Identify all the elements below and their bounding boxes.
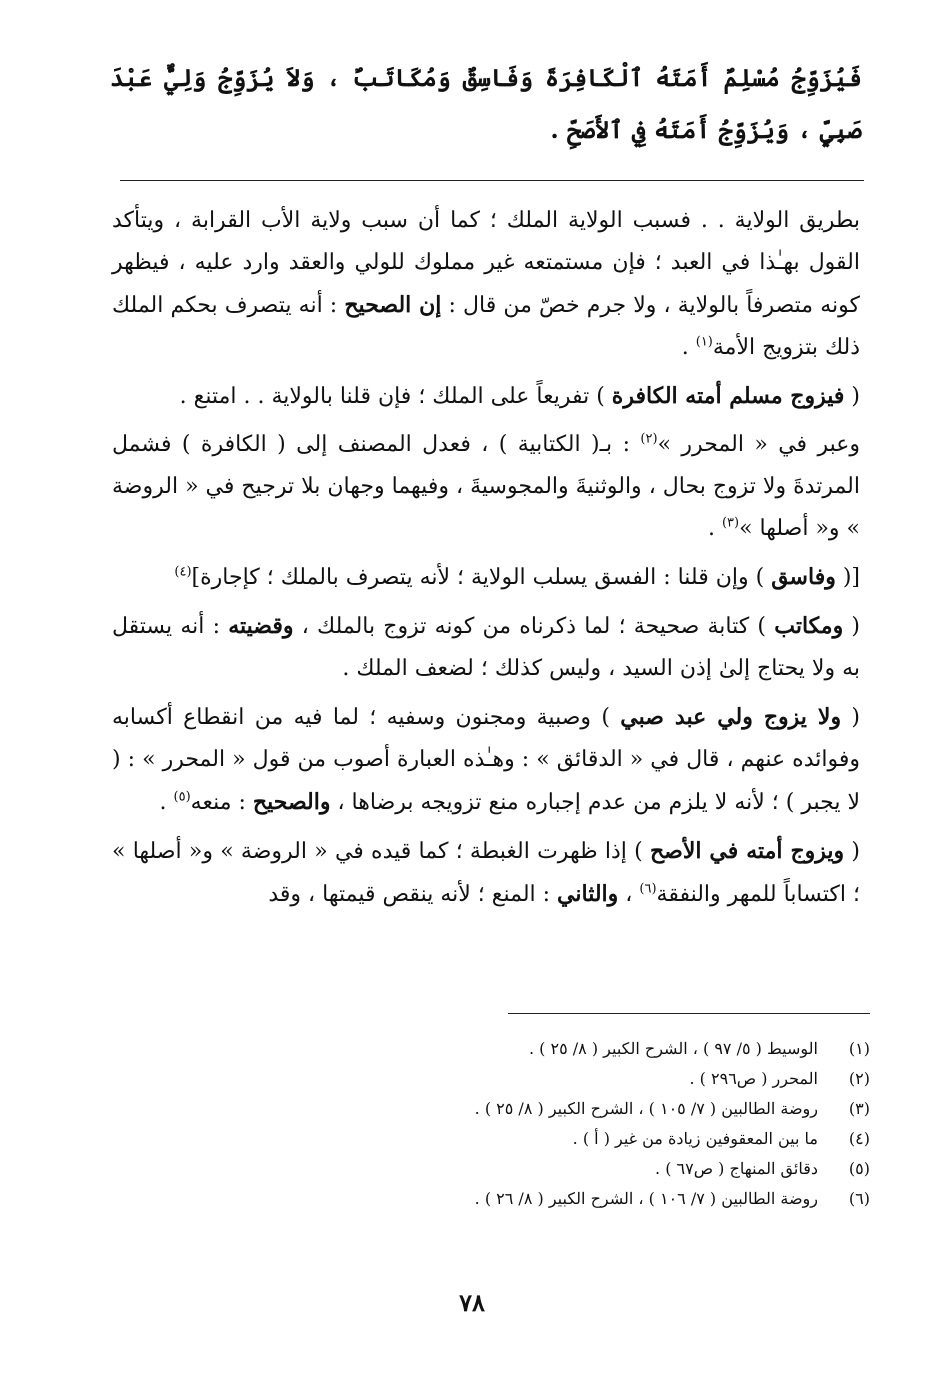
footnote-number: (٣) (848, 1099, 870, 1118)
footnote-number: (٢) (848, 1069, 870, 1088)
commentary-paragraph-3: وعبر في « المحرر »$^{(٢)}$ : بـ( الكتابية ) ، فعدل المصنف إلى ( الكافرة ) فشمل المرتدةَ ولا تزوج بحال ، والوثنيةَ والمجوسيةَ ، وفيهما وجهان بلا ترجيح في « الروضة » و« أصلها »$^{(٣)}$ . (112, 431, 861, 541)
footnote-number: (٥) (848, 1159, 870, 1178)
commentary-paragraph-2: ( فيزوج مسلم أمته الكافرة ) تفريعاً على الملك ؛ فإن قلنا بالولاية . . امتنع . (179, 383, 860, 409)
footnote-number: (٤) (848, 1129, 870, 1148)
commentary-text (112, 200, 860, 922)
footnote-separator-line (508, 1013, 870, 1014)
footnote-item (120, 1034, 870, 1064)
footnote-text: ما بين المعقوفين زيادة من غير ( أ ) . (572, 1129, 818, 1148)
footnote-ref: (٦) (639, 881, 657, 897)
commentary-paragraph-7: ( ويزوج أمته في الأصح ) إذا ظهرت الغبطة ؛ كما قيده في « الروضة » و« أصلها » ؛ اكتساباً للمهر والنفقة$^{(٦)}$ ، والثاني : المنع ؛ لأنه ينقص قيمتها ، وقد (112, 838, 861, 907)
footnote-ref: (٤) (174, 564, 192, 580)
footnote-ref: (٢) (640, 431, 658, 447)
footnote-text: روضة الطالبين ( ٧/ ١٠٥ ) ، الشرح الكبير ( ٨/ ٢٥ ) . (474, 1099, 818, 1118)
footnote-item (120, 1124, 870, 1154)
matn-separator-line (120, 180, 864, 181)
footnote-item (120, 1154, 870, 1184)
matn-paragraph: فَيُزَوِّجُ مُسْلِمٌ أَمَتَهُ ٱلْكَافِرَةَ وَفَاسِقٌ وَمُكَاتَبٌ ، وَلاَ يُزَوِّجُ وَلِيٌّ عَبْدَ صَبِيٍّ ، وَيُزَوِّجُ أَمَتَهُ فِي ٱلأَصَحِّ . (110, 63, 862, 144)
commentary-paragraph-1: بطريق الولاية . . فسبب الولاية الملك ؛ كما أن سبب ولاية الأب القرابة ، ويتأكد القول بهـٰذا في العبد ؛ فإن مستمتعه غير مملوك للولي والعقد وارد عليه ، فيظهر كونه متصرفاً بالولاية ، ولا جرم خصّ من قال : إن الصحيح : أنه يتصرف بحكم الملك ذلك بتزويج الأمة$^{(١)}$ . (112, 208, 860, 360)
footnotes (120, 1034, 870, 1214)
footnote-text: دقائق المنهاج ( ص٦٧ ) . (655, 1159, 818, 1178)
footnote-text: الوسيط ( ٥/ ٩٧ ) ، الشرح الكبير ( ٨/ ٢٥ ) . (528, 1039, 818, 1058)
matn-text (110, 52, 862, 156)
footnote-ref: (٣) (721, 515, 740, 531)
commentary-paragraph-6: ( ولا يزوج ولي عبد صبي ) وصبية ومجنون وسفيه ؛ لما فيه من انقطاع أكسابه وفوائده عنهم ، قال في « الدقائق » : وهـٰذه العبارة أصوب من قول « المحرر » : ( لا يجبر ) ؛ لأنه لا يلزم من عدم إجباره منع تزويجه برضاها ، والصحيح : منعه$^{(٥)}$ . (112, 704, 860, 815)
commentary-paragraph-5: ( ومكاتب ) كتابة صحيحة ؛ لما ذكرناه من كونه تزوج بالملك ، وقضيته : أنه يستقل به ولا يحتاج إلىٰ إذن السيد ، وليس كذلك ؛ لضعف الملك . (112, 613, 861, 681)
footnote-number: (١) (848, 1039, 870, 1058)
footnote-text: المحرر ( ص٢٩٦ ) . (689, 1069, 818, 1088)
footnote-item (120, 1064, 870, 1094)
commentary-paragraph-4: [( وفاسق ) وإن قلنا : الفسق يسلب الولاية ؛ لأنه يتصرف بالملك ؛ كإجارة]$^{(٤)}$ (174, 564, 860, 590)
footnote-ref: (٥) (173, 789, 191, 805)
footnote-item (120, 1094, 870, 1124)
footnote-item (120, 1184, 870, 1214)
footnote-ref: (١) (695, 334, 713, 350)
footnote-text: روضة الطالبين ( ٧/ ١٠٦ ) ، الشرح الكبير ( ٨/ ٢٦ ) . (474, 1189, 818, 1208)
footnote-number: (٦) (848, 1189, 870, 1208)
page-number: ٧٨ (459, 1288, 485, 1317)
